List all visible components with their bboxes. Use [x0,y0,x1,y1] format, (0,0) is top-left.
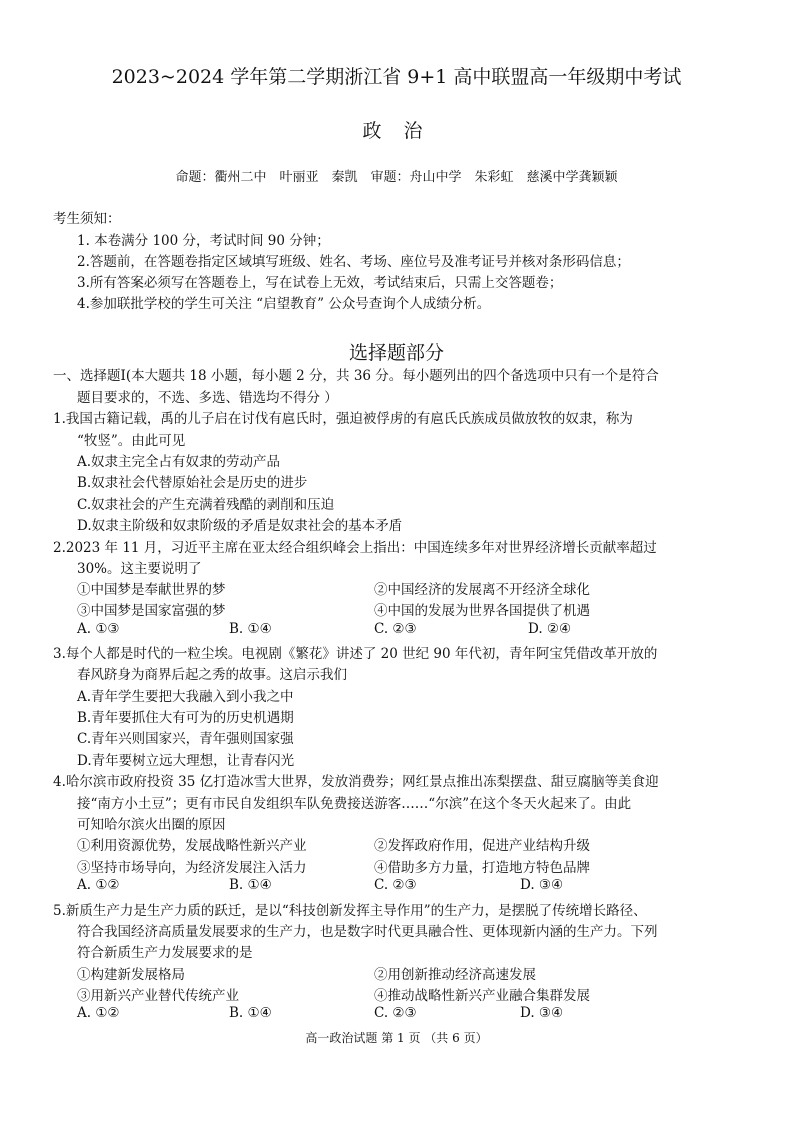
option: C.青年兴则国家兴，青年强则国家强 [77,731,294,747]
statement: ②用创新推动经济高速发展 [374,967,536,983]
subject-title: 政 治 [362,120,431,142]
statement: ③坚持市场导向，为经济发展注入活力 [77,860,307,876]
authors-line: 命题：衢州二中 叶丽亚 秦凯 审题：舟山中学 朱彩虹 慈溪中学龚颖颖 [175,170,618,185]
choice: C. ②③ [374,621,417,637]
question-stem: 5.新质生产力是生产力质的跃迁，是以“科技创新发挥主导作用”的生产力，是摆脱了传统增长路径、 [53,903,647,919]
choice: D. ③④ [520,1005,564,1021]
statement: ③中国梦是国家富强的梦 [77,603,226,619]
choice: C. ②③ [374,1005,417,1021]
section-title: 选择题部分 [348,342,444,364]
notice-heading: 考生须知： [53,211,121,227]
exam-title: 2023~2024 学年第二学期浙江省 9+1 高中联盟高一年级期中考试 [111,66,682,88]
question-stem: 4.哈尔滨市政府投资 35 亿打造冰雪大世界，发放消费券；网红景点推出冻梨摆盘、甜豆腐脑等美食迎 [53,774,659,790]
statement: ④借助多方力量，打造地方特色品牌 [374,860,590,876]
choice: D. ②④ [528,621,572,637]
question-stem: 30%。这主要说明了 [77,561,202,577]
part-intro: 题目要求的，不选、多选、错选均不得分 ） [77,390,338,406]
option: D.青年要树立远大理想，让青春闪光 [77,753,295,769]
part-intro: 一、选择题Ⅰ(本大题共 18 小题，每小题 2 分，共 36 分。每小题列出的四个备选项中只有一个是符合 [53,368,659,384]
option: B.青年要抓住大有可为的历史机遇期 [77,710,294,726]
statement: ④推动战略性新兴产业融合集群发展 [374,988,590,1004]
question-stem: 可知哈尔滨火出圈的原因 [77,817,226,833]
notice-item: 3.所有答案必须写在答题卷上，写在试卷上无效，考试结束后，只需上交答题卷； [77,275,563,291]
choice: A. ①② [77,1005,120,1021]
question-stem: “牧竖”。由此可见 [77,433,186,449]
question-stem: 2.2023 年 11 月，习近平主席在亚太经合组织峰会上指出：中国连续多年对世界经济增长贡献率超过 [53,540,657,556]
question-stem: 符合新质生产力发展要求的是 [77,945,253,961]
option: D.奴隶主阶级和奴隶阶级的矛盾是奴隶社会的基本矛盾 [77,518,403,534]
notice-item: 4.参加联批学校的学生可关注 “启望教育” 公众号查询个人成绩分析。 [77,296,491,312]
choice: B. ①④ [229,1005,272,1021]
option: B.奴隶社会代替原始社会是历史的进步 [77,475,308,491]
option: A.青年学生要把大我融入到小我之中 [77,689,294,705]
choice: A. ①③ [77,621,120,637]
question-stem: 3.每个人都是时代的一粒尘埃。电视剧《繁花》讲述了 20 世纪 90 年代初，青年阿宝凭借改革开放的 [53,646,658,662]
option: A.奴隶主完全占有奴隶的劳动产品 [77,454,281,470]
statement: ①利用资源优势，发展战略性新兴产业 [77,838,307,854]
page-footer: 高一政治试题 第 1 页 （共 6 页） [305,1031,488,1045]
choice: A. ①② [77,877,120,893]
statement: ④中国的发展为世界各国提供了机遇 [374,603,590,619]
question-stem: 春风跻身为商界后起之秀的故事。这启示我们 [77,667,347,683]
question-stem: 1.我国古籍记载，禹的儿子启在讨伐有扈氏时，强迫被俘虏的有扈氏氏族成员做放牧的奴隶，称为 [53,411,633,427]
statement: ①构建新发展格局 [77,967,185,983]
statement: ③用新兴产业替代传统产业 [77,988,239,1004]
question-stem: 符合我国经济高质量发展要求的生产力，也是数字时代更具融合性、更体现新内涵的生产力。下列 [77,924,658,940]
statement: ①中国梦是奉献世界的梦 [77,582,226,598]
statement: ②中国经济的发展离不开经济全球化 [374,582,590,598]
choice: C. ②③ [374,877,417,893]
choice: B. ①④ [229,877,272,893]
notice-item: 2.答题前，在答题卷指定区域填写班级、姓名、考场、座位号及准考证号并核对条形码信息； [77,254,630,270]
notice-item: 1. 本卷满分 100 分，考试时间 90 分钟； [77,233,330,249]
choice: B. ①④ [229,621,272,637]
option: C.奴隶社会的产生充满着残酷的剥削和压迫 [77,497,335,513]
choice: D. ③④ [520,877,564,893]
question-stem: 接“南方小土豆”；更有市民自发组织车队免费接送游客……“尔滨”在这个冬天火起来了。由此 [77,796,632,812]
statement: ②发挥政府作用，促进产业结构升级 [374,838,590,854]
